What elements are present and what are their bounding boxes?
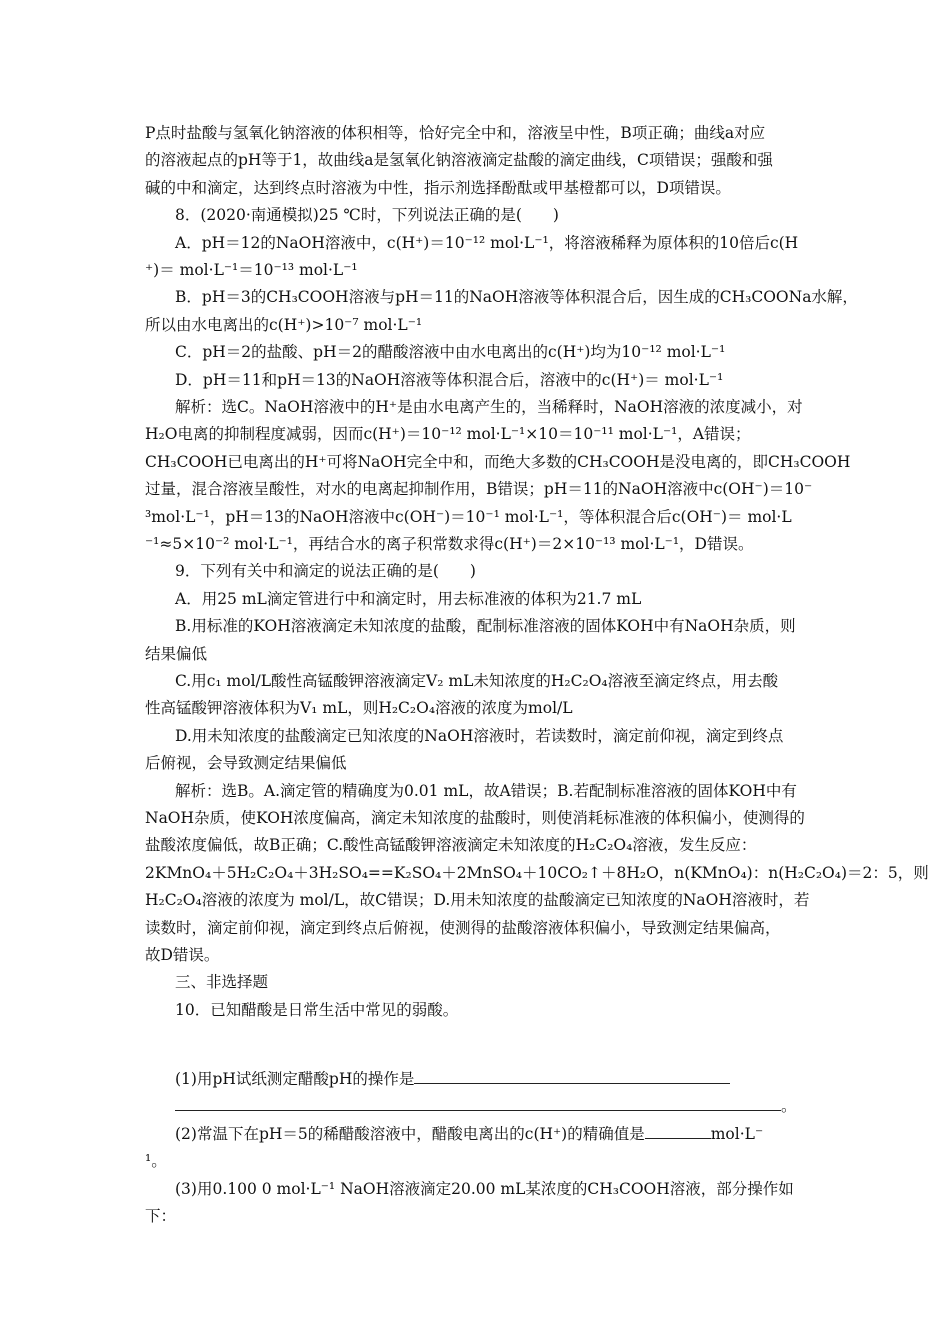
text-line: 结果偏低 — [145, 645, 208, 663]
text-line: H₂O电离的抑制程度减弱，因而c(H⁺)＝10⁻¹² mol·L⁻¹×10＝10⁻¹¹ mol·L⁻¹，A错误； — [145, 425, 751, 443]
question-10-part-3 — [175, 1179, 794, 1199]
q3-line-2: 下： — [145, 1207, 177, 1225]
text-line: 碱的中和滴定，达到终点时溶液为中性，指示剂选择酚酞或甲基橙都可以，D项错误。 — [145, 179, 731, 197]
q3-line-1: (3)用0.100 0 mol·L⁻¹ NaOH溶液滴定20.00 mL某浓度的CH₃COOH溶液，部分操作如 — [175, 1180, 794, 1198]
answer-blank-1[interactable] — [414, 1069, 730, 1084]
text-line: 读数时，滴定前仰视，滴定到终点后俯视，使测得的盐酸溶液体积偏小，导致测定结果偏高， — [145, 919, 781, 937]
text-line: 性高锰酸钾溶液体积为V₁ mL，则H₂C₂O₄溶液的浓度为mol/L — [145, 699, 573, 717]
question-10-part-1 — [175, 1069, 730, 1089]
text-line: 9．下列有关中和滴定的说法正确的是( ) — [175, 562, 476, 580]
text-line: 所以由水电离出的c(H⁺)>10⁻⁷ mol·L⁻¹ — [145, 316, 423, 334]
q2-unit: mol·L⁻ — [710, 1125, 764, 1143]
text-line: 盐酸浓度偏低，故B正确；C.酸性高锰酸钾溶液滴定未知浓度的H₂C₂O₄溶液，发生反应： — [145, 836, 757, 854]
text-line: 解析：选B。A.滴定管的精确度为0.01 mL，故A错误；B.若配制标准溶液的固体KOH中有 — [175, 782, 797, 800]
text-line: C.用c₁ mol/L酸性高锰酸钾溶液滴定V₂ mL未知浓度的H₂C₂O₄溶液至滴定终点，用去酸 — [175, 672, 779, 690]
q2-prompt: (2)常温下在pH＝5的稀醋酸溶液中，醋酸电离出的c(H⁺)的精确值是 — [175, 1125, 645, 1143]
text-line: 的溶液起点的pH等于1，故曲线a是氢氧化钠溶液滴定盐酸的滴定曲线，C项错误；强酸和强 — [145, 151, 773, 169]
text-line: D.用未知浓度的盐酸滴定已知浓度的NaOH溶液时，若读数时，滴定前仰视，滴定到终点 — [175, 727, 784, 745]
text-line: A．pH＝12的NaOH溶液中，c(H⁺)＝10⁻¹² mol·L⁻¹，将溶液稀释为原体积的10倍后c(H — [175, 234, 799, 252]
text-line: 三、非选择题 — [175, 973, 269, 991]
question-10-part-3-cont — [145, 1206, 176, 1226]
text-line: ⁻¹≈5×10⁻² mol·L⁻¹，再结合水的离子积常数求得c(H⁺)＝2×10⁻¹³ mol·L⁻¹，D错误。 — [145, 535, 754, 553]
text-line: C．pH＝2的盐酸、pH＝2的醋酸溶液中由水电离出的c(H⁺)均为10⁻¹² mol·L⁻¹ — [175, 343, 726, 361]
text-line: 后俯视，会导致测定结果偏低 — [145, 754, 347, 772]
q1-end: 。 — [781, 1097, 797, 1115]
text-line: D．pH＝11和pH＝13的NaOH溶液等体积混合后，溶液中的c(H⁺)＝ mol·L⁻¹ — [175, 371, 724, 389]
question-10-part-2 — [175, 1124, 763, 1144]
text-line: 故D错误。 — [145, 946, 220, 964]
text-line: A．用25 mL滴定管进行中和滴定时，用去标准液的体积为21.7 mL — [175, 590, 642, 608]
text-line: ⁺)＝ mol·L⁻¹＝10⁻¹³ mol·L⁻¹ — [145, 261, 358, 279]
text-line: 8．(2020·南通模拟)25 ℃时，下列说法正确的是( ) — [175, 206, 559, 224]
text-line: B.用标准的KOH溶液滴定未知浓度的盐酸，配制标准溶液的固体KOH中有NaOH杂质，则 — [175, 617, 796, 635]
text-line: 2KMnO₄＋5H₂C₂O₄＋3H₂SO₄==K₂SO₄＋2MnSO₄＋10CO₂↑＋8H₂O，n(KMnO₄)：n(H₂C₂O₄)＝2：5，则 — [145, 864, 929, 882]
answer-blank-1b[interactable] — [175, 1096, 781, 1111]
text-line: NaOH杂质，使KOH浓度偏高，滴定未知浓度的盐酸时，则使消耗标准液的体积偏小，使测得的 — [145, 809, 805, 827]
text-line: ³mol·L⁻¹，pH＝13的NaOH溶液中c(OH⁻)＝10⁻¹ mol·L⁻¹，等体积混合后c(OH⁻)＝ mol·L — [145, 508, 792, 526]
text-line: P点时盐酸与氢氧化钠溶液的体积相等，恰好完全中和，溶液呈中性，B项正确；曲线a对应 — [145, 124, 766, 142]
q2-unit-cont: ¹。 — [145, 1152, 167, 1170]
text-line: 10．已知醋酸是日常生活中常见的弱酸。 — [175, 1001, 459, 1019]
question-10-part-2-cont — [145, 1151, 167, 1171]
question-10-part-1-cont — [175, 1096, 797, 1116]
answer-blank-2[interactable] — [645, 1124, 711, 1139]
text-line: 解析：选C。NaOH溶液中的H⁺是由水电离产生的，当稀释时，NaOH溶液的浓度减小，对 — [175, 398, 803, 416]
q1-prompt: (1)用pH试纸测定醋酸pH的操作是 — [175, 1070, 415, 1088]
text-line: H₂C₂O₄溶液的浓度为 mol/L，故C错误；D.用未知浓度的盐酸滴定已知浓度的NaOH溶液时，若 — [145, 891, 810, 909]
text-line: CH₃COOH已电离出的H⁺可将NaOH完全中和，而绝大多数的CH₃COOH是没电离的，即CH₃COOH — [145, 453, 851, 471]
text-line: 过量，混合溶液呈酸性，对水的电离起抑制作用，B错误；pH＝11的NaOH溶液中c(OH⁻)＝10⁻ — [145, 480, 813, 498]
text-line: B．pH＝3的CH₃COOH溶液与pH＝11的NaOH溶液等体积混合后，因生成的CH₃COONa水解， — [175, 288, 858, 306]
